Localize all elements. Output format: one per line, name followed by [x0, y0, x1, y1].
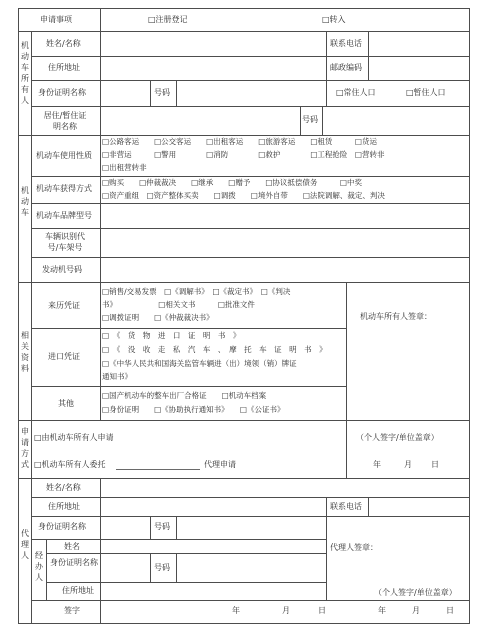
apply-sign-note: （个人签字/单位盖章） — [356, 433, 439, 442]
divider — [31, 135, 32, 282]
divider — [31, 257, 470, 258]
documents-section-label: 相关资料 — [21, 331, 29, 373]
agent-id-name-label: 身份证明名称 — [38, 522, 86, 531]
import-label: 进口凭证 — [48, 352, 80, 361]
agent-id-number-label: 号码 — [154, 522, 170, 531]
divider — [368, 31, 369, 80]
temporary-option[interactable]: □暂住人口 — [406, 88, 446, 97]
divider — [18, 478, 470, 479]
divider — [18, 282, 470, 283]
usage-options-row-3[interactable]: □出租营转非 — [102, 163, 147, 172]
owner-id-name-label: 身份证明名称 — [38, 88, 86, 97]
divider — [100, 8, 101, 31]
divider — [326, 31, 327, 80]
usage-label: 机动车使用性质 — [36, 151, 92, 160]
agent-phone-label: 联系电话 — [330, 502, 362, 511]
handler-sign-label: 签字 — [64, 606, 80, 615]
owner-name-label: 姓名/名称 — [46, 39, 81, 48]
frame-right — [469, 8, 470, 624]
vin-label: 车辆识别代号/车架号 — [45, 232, 85, 252]
vehicle-section-label: 机动车 — [21, 186, 29, 217]
divider — [368, 497, 369, 516]
agent-signature-label: 代理人签章： — [330, 543, 378, 552]
import-options-row-3[interactable]: □《中华人民共和国海关监管车辆进（出）境领（销）牌证 — [102, 359, 297, 368]
frame-bottom — [18, 623, 470, 624]
frame-top — [18, 8, 470, 9]
import-options-row-4: 通知书》 — [102, 372, 132, 381]
divider — [46, 539, 47, 600]
divider — [31, 31, 32, 135]
application-label: 申请事项 — [40, 15, 72, 24]
origin-options-row-1[interactable]: □销售/交易发票 □《调解书》 □《裁定书》 □《判决 — [102, 287, 291, 296]
agent-section-label: 代理人 — [21, 529, 29, 560]
handler-name-label: 姓名 — [64, 542, 80, 551]
usage-options-row-2[interactable]: □非营运 □警用 □消防 □救护 □工程抢险 □营转非 — [102, 150, 385, 159]
divider — [326, 80, 327, 106]
agent-sign-day: 日 — [446, 606, 454, 615]
transfer-option[interactable]: □转入 — [322, 15, 346, 24]
owner-signature-label: 机动车所有人签章： — [360, 312, 432, 321]
divider — [18, 420, 470, 421]
divider — [31, 56, 470, 57]
engine-label: 发动机号码 — [42, 265, 82, 274]
register-option[interactable]: □注册登记 — [148, 15, 188, 24]
divider — [18, 31, 470, 32]
handler-id-label: 身份证明名称 — [50, 558, 98, 567]
usage-options-row-1[interactable]: □公路客运 □公交客运 □出租客运 □旅游客运 □租赁 □货运 — [102, 137, 378, 146]
handler-number-label: 号码 — [154, 563, 170, 572]
handler-address-label: 住所地址 — [62, 586, 94, 595]
divider — [31, 282, 32, 420]
owner-residence-number-label: 号码 — [302, 115, 318, 124]
divider — [150, 80, 151, 106]
apply-by-agent-option[interactable]: □机动车所有人委托 — [34, 460, 106, 469]
agent-sign-month: 月 — [412, 606, 420, 615]
agent-name-blank[interactable] — [116, 469, 200, 470]
divider — [100, 31, 101, 135]
divider — [31, 176, 470, 177]
handler-section-label: 经办人 — [35, 551, 43, 582]
import-options-row-2[interactable]: □ 《 没 收 走 私 汽 车 、 摩 托 车 证 明 书 》 — [102, 345, 327, 354]
divider — [31, 420, 32, 478]
divider — [346, 420, 347, 478]
divider — [31, 328, 346, 329]
acquire-options-row-2[interactable]: □资产重组 □资产整体买卖 □调拨 □境外自带 □法院调解、裁定、判决 — [102, 191, 385, 200]
divider — [176, 516, 177, 539]
agent-name-label: 姓名/名称 — [46, 483, 81, 492]
handler-sign-month: 月 — [282, 606, 290, 615]
divider — [31, 497, 470, 498]
other-label: 其他 — [58, 399, 74, 408]
owner-residence-label: 居住/暂住证明名称 — [43, 111, 87, 131]
divider — [322, 106, 323, 135]
divider — [31, 478, 32, 623]
divider — [300, 106, 301, 135]
divider — [31, 106, 470, 107]
apply-month: 月 — [404, 460, 412, 469]
other-options-row-2[interactable]: □身份证明 □《协助执行通知书》 □《公证书》 — [102, 405, 285, 414]
origin-options-row-3[interactable]: □调拨证明 □《仲裁裁决书》 — [102, 313, 214, 322]
divider — [46, 553, 326, 554]
divider — [100, 282, 101, 420]
divider — [326, 497, 327, 600]
owner-phone-label: 联系电话 — [330, 39, 362, 48]
owner-id-number-label: 号码 — [154, 88, 170, 97]
resident-option[interactable]: □常住人口 — [336, 88, 376, 97]
divider — [31, 80, 470, 81]
brand-label: 机动车品牌型号 — [36, 211, 92, 220]
divider — [31, 539, 326, 540]
origin-label: 来历凭证 — [48, 301, 80, 310]
agent-sign-note: （个人签字/单位盖章） — [374, 588, 457, 597]
divider — [150, 516, 151, 539]
divider — [46, 582, 326, 583]
agent-sign-year: 年 — [378, 606, 386, 615]
apply-day: 日 — [431, 460, 439, 469]
other-options-row-1[interactable]: □国产机动车的整车出厂合格证 □机动车档案 — [102, 391, 267, 400]
origin-options-row-2[interactable]: 书》 □相关文书 □批准文件 — [102, 300, 255, 309]
acquire-options-row-1[interactable]: □购买 □仲裁裁决 □继承 □赠予 □协议抵偿债务 □中奖 — [102, 178, 363, 187]
apply-year: 年 — [373, 460, 381, 469]
owner-address-label: 住所地址 — [48, 63, 80, 72]
divider — [150, 553, 151, 582]
apply-method-section-label: 申请方式 — [21, 427, 29, 469]
divider — [176, 80, 177, 106]
owner-postcode-label: 邮政编码 — [330, 63, 362, 72]
divider — [346, 282, 347, 420]
divider — [176, 553, 177, 582]
apply-by-agent-suffix: 代理申请 — [204, 460, 236, 469]
acquire-label: 机动车获得方式 — [36, 184, 92, 193]
divider — [31, 600, 470, 601]
divider — [31, 228, 470, 229]
divider — [100, 135, 101, 282]
divider — [31, 203, 470, 204]
divider — [18, 135, 470, 136]
agent-address-label: 住所地址 — [48, 502, 80, 511]
handler-sign-day: 日 — [318, 606, 326, 615]
divider — [31, 386, 346, 387]
handler-sign-year: 年 — [232, 606, 240, 615]
owner-section-label: 机动车所有人 — [21, 41, 29, 105]
divider — [100, 478, 101, 623]
apply-by-owner-option[interactable]: □由机动车所有人申请 — [34, 433, 114, 442]
divider — [31, 516, 470, 517]
import-options-row-1[interactable]: □ 《 货 物 进 口 证 明 书 》 — [102, 331, 241, 340]
